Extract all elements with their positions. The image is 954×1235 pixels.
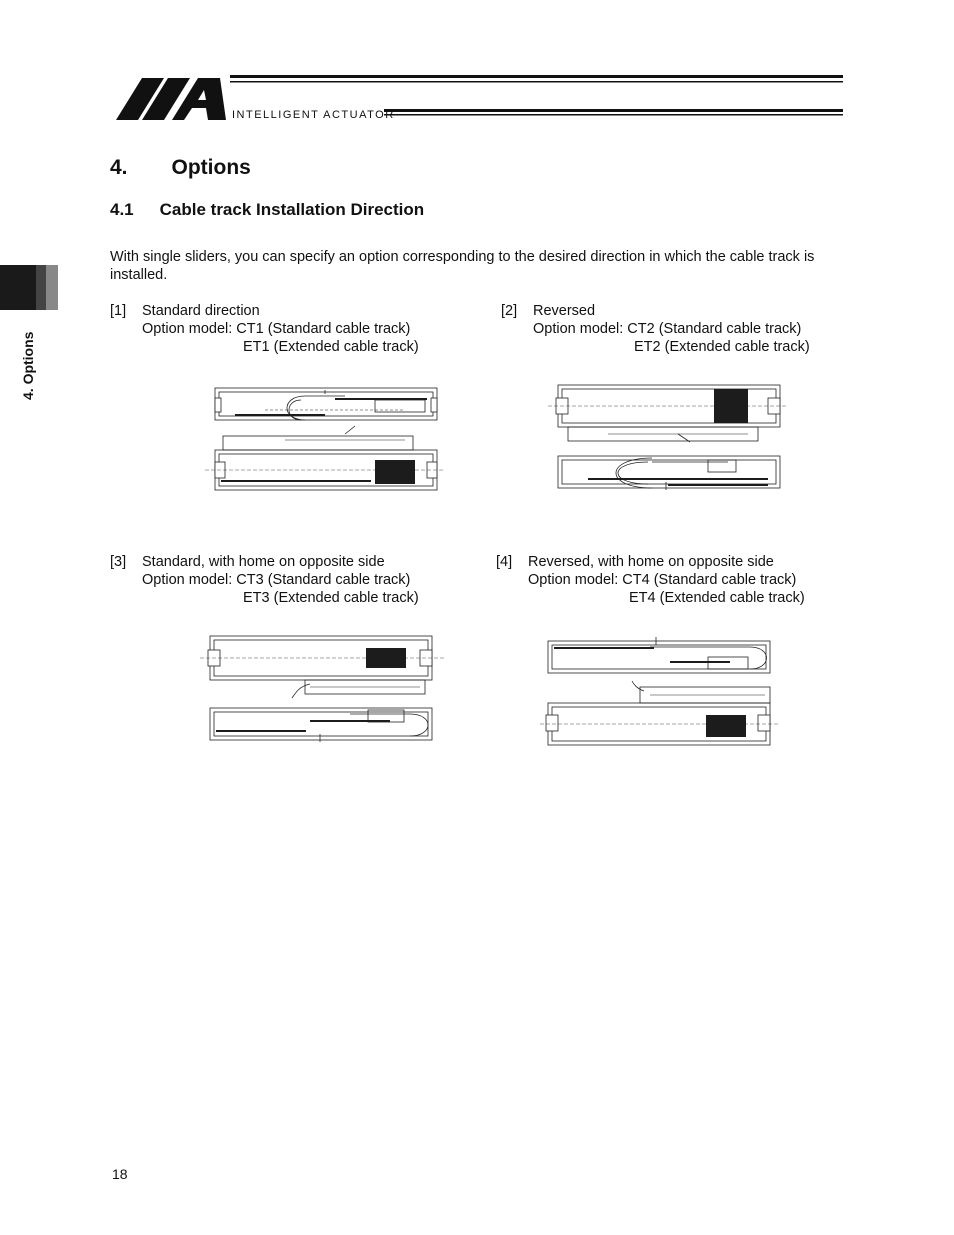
- option-model-line: Option model: CT1 (Standard cable track): [142, 321, 411, 337]
- option-label: [3]: [110, 554, 127, 570]
- chapter-tab-marker: [0, 265, 58, 310]
- logo-subtitle: INTELLIGENT ACTUATOR: [232, 109, 395, 121]
- subsection-number: 4.1: [110, 200, 134, 219]
- option-label: [2]: [501, 303, 518, 319]
- option-extended-line: ET2 (Extended cable track): [634, 339, 810, 355]
- page-number: 18: [112, 1166, 128, 1182]
- option-model-line: Option model: CT4 (Standard cable track): [528, 572, 797, 588]
- option-model-line: Option model: CT3 (Standard cable track): [142, 572, 411, 588]
- company-logo: [112, 72, 847, 128]
- drawing-standard-direction: [205, 380, 445, 495]
- subsection-heading: [110, 200, 424, 220]
- iai-logo-mark: [112, 72, 847, 128]
- option-label: [4]: [496, 554, 513, 570]
- option-title: Standard direction: [142, 303, 260, 319]
- drawing-standard-home-opposite: [200, 630, 445, 745]
- option-extended-line: ET1 (Extended cable track): [243, 339, 419, 355]
- drawing-reversed-home-opposite: [540, 635, 780, 750]
- chapter-tab-label: 4. Options: [20, 331, 36, 400]
- option-label: [1]: [110, 303, 127, 319]
- option-extended-line: ET3 (Extended cable track): [243, 590, 419, 606]
- option-title: Reversed: [533, 303, 596, 319]
- section-heading: [110, 156, 251, 180]
- drawing-reversed: [548, 380, 788, 495]
- option-extended-line: ET4 (Extended cable track): [629, 590, 805, 606]
- option-3-text: [110, 553, 450, 607]
- option-4-text: [496, 553, 836, 607]
- option-2-text: [501, 302, 841, 356]
- subsection-title: Cable track Installation Direction: [159, 200, 425, 219]
- section-number: 4.: [110, 156, 128, 179]
- option-title: Standard, with home on opposite side: [142, 554, 385, 570]
- intro-paragraph: With single sliders, you can specify an option corresponding to the desired direction in which the cable track is installed.: [110, 249, 815, 283]
- option-1-text: [110, 302, 450, 356]
- option-title: Reversed, with home on opposite side: [528, 554, 774, 570]
- option-model-line: Option model: CT2 (Standard cable track): [533, 321, 802, 337]
- section-title: Options: [171, 156, 251, 179]
